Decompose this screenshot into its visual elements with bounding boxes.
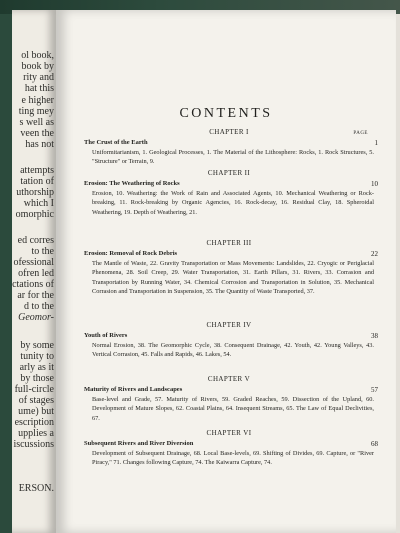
contents-page [56, 10, 396, 533]
chapter-topics: The Mantle of Waste, 22. Gravity Transportation or Mass Movements: Landslides, 22. Cryogic or Periglacial Phenomena, 28. Soil Creep, 29. Water Transportation, 31. Earth Pillars, 31. Rivers, 33. Corrasion and Transportation by Running Water, 34. Chemical Corrosion and Transportation in Solution, 35. Mechanical Corrasion and Transportation in Suspension, 35. The Quantity of Waste Transported, 37. [92, 260, 374, 295]
chapter-topics: Development of Subsequent Drainage, 68. Local Base-levels, 69. Shifting of Divides, 69. Capture, or "River Piracy," 71. Changes following Capture, 74. The Kaiwarra Capture, 74. [92, 450, 374, 467]
margin-text-fragment: s well as [19, 117, 54, 128]
margin-text-fragment: ting mey [18, 106, 54, 117]
chapter-title: Erosion: The Weathering of Rocks [84, 180, 180, 187]
margin-text-fragment: by some [20, 340, 54, 351]
facing-left-page [12, 10, 56, 533]
chapter-heading [84, 180, 378, 188]
margin-text-fragment: hat this [24, 83, 54, 94]
chapter-title: Youth of Rivers [84, 332, 128, 339]
chapter-title: Maturity of Rivers and Landscapes [84, 386, 183, 393]
chapter-entry [84, 321, 378, 360]
chapter-page-number: 38 [371, 332, 378, 340]
chapter-topics: Normal Erosion, 38. The Geomorphic Cycle, 38. Consequent Drainage, 42. Youth, 42. Young Valleys, 43. Vertical Corrasion, 45. Falls and Rapids, 46. Lakes, 54. [92, 342, 374, 359]
margin-text-fragment: rity and [23, 72, 54, 83]
margin-text-fragment: of stages [18, 395, 54, 406]
margin-text-fragment: escription [14, 417, 54, 428]
chapter-entry [84, 128, 378, 167]
chapter-topics: Uniformitarianism, 1. Geological Processes, 1. The Material of the Lithosphere: Rocks, 1. Rock Structures, 5. "Structure" or Terrain, 9. [92, 149, 374, 166]
margin-text-fragment: tation of [20, 176, 54, 187]
margin-text-fragment: veen the [20, 128, 54, 139]
book-cover-edge [0, 0, 12, 533]
margin-text-fragment: omorphic [15, 209, 54, 220]
margin-text-fragment: book by [21, 61, 54, 72]
chapter-title: Subsequent Rivers and River Diversion [84, 440, 194, 447]
chapter-label: CHAPTER II [207, 169, 251, 177]
chapter-label: CHAPTER IV [206, 321, 252, 329]
chapter-page-number: 1 [374, 139, 378, 147]
margin-text-fragment: ofessional [13, 257, 54, 268]
margin-text-fragment: ctations of [12, 279, 54, 290]
margin-text-fragment: full-circle [14, 384, 54, 395]
margin-text-fragment: ar for the [17, 290, 54, 301]
margin-text-fragment: arly as it [19, 362, 54, 373]
chapter-topics: Erosion, 10. Weathering: the Work of Rain and Associated Agents, 10. Mechanical Weathering or Rock-breaking, 11. Rock-breaking by Organic Agencies, 16. Rock-decay, 16. Residual Clay, 18. Spheroidal Weathering, 19. Depth of Weathering, 21. [92, 190, 374, 216]
margin-text-fragment: d to the [24, 301, 54, 312]
margin-text-fragment: ume) but [18, 406, 54, 417]
chapter-heading [84, 440, 378, 448]
chapter-page-number: 68 [371, 440, 378, 448]
chapter-heading [84, 386, 378, 394]
chapter-heading [84, 250, 378, 258]
chapter-heading [84, 139, 378, 147]
chapter-entry [84, 429, 378, 468]
page-column-label: PAGE [353, 131, 368, 136]
chapter-entry [84, 239, 378, 296]
margin-text-fragment: ERSON. [18, 483, 54, 494]
margin-text-fragment: tunity to [20, 351, 54, 362]
margin-text-fragment: ol book, [21, 50, 54, 61]
margin-text-fragment: upplies a [18, 428, 54, 439]
chapter-title: The Crust of the Earth [84, 139, 148, 146]
chapter-label: CHAPTER V [207, 375, 251, 383]
margin-text-fragment: by those [20, 373, 54, 384]
margin-text-fragment: uthorship [16, 187, 54, 198]
chapter-topics: Base-level and Grade, 57. Maturity of Rivers, 59. Graded Reaches, 59. Dissection of the Upland, 60. Development of Mature Slopes, 62. Coastal Plains, 64. Insequent Streams, 65. The Law of Equal Declivities, 67. [92, 396, 374, 422]
chapter-label: CHAPTER III [206, 239, 252, 247]
margin-text-fragment: ed corres [17, 235, 54, 246]
chapter-entry [84, 375, 378, 423]
margin-text-fragment: e higher [21, 95, 54, 106]
margin-text-fragment: Geomor- [18, 312, 54, 323]
margin-text-fragment: which I [23, 198, 54, 209]
margin-text-fragment: has not [25, 139, 54, 150]
chapter-page-number: 22 [371, 250, 378, 258]
chapter-page-number: 57 [371, 386, 378, 394]
chapter-entry [84, 169, 378, 217]
chapter-page-number: 10 [371, 180, 378, 188]
margin-text-fragment: attempts [20, 165, 54, 176]
margin-text-fragment: ofren led [18, 268, 54, 279]
chapter-title: Erosion: Removal of Rock Debris [84, 250, 178, 257]
chapter-heading [84, 332, 378, 340]
contents-title: CONTENTS [179, 106, 273, 121]
margin-text-fragment: iscussions [13, 439, 54, 450]
margin-text-fragment: to the [31, 246, 54, 257]
chapter-label: CHAPTER I [209, 128, 249, 136]
chapter-label: CHAPTER VI [206, 429, 252, 437]
